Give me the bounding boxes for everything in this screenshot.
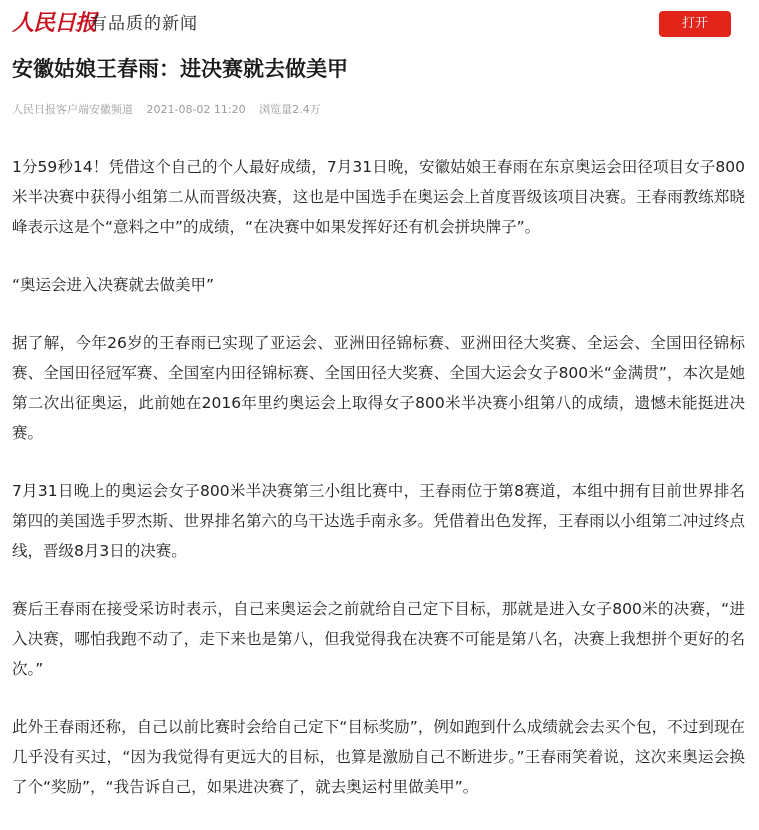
paragraph: 赛后王春雨在接受采访时表示，自己来奥运会之前就给自己定下目标，那就是进入女子800米的决赛，“进入决赛，哪怕我跑不动了，走下来也是第八，但我觉得我在决赛不可能是第八名，决赛上我想拼个更好的名次。” xyxy=(12,600,745,678)
article-source: 人民日报客户端安徽频道 xyxy=(12,103,133,116)
article-views: 浏览量2.4万 xyxy=(259,103,321,116)
paragraph: 据了解，今年26岁的王春雨已实现了亚运会、亚洲田径锦标赛、亚洲田径大奖赛、全运会、全国田径锦标赛、全国田径冠军赛、全国室内田径锦标赛、全国田径大奖赛、全国大运会女子800米“金满贯”，本次是她第二次出征奥运，此前她在2016年里约奥运会上取得女子800米半决赛小组第八的成绩，遗憾未能挺进决赛。 xyxy=(12,334,745,442)
paragraph: 1分59秒14！凭借这个自己的个人最好成绩，7月31日晚，安徽姑娘王春雨在东京奥运会田径项目女子800米半决赛中获得小组第二从而晋级决赛，这也是中国选手在奥运会上首度晋级该项目决赛。王春雨教练郑晓峰表示这是个“意料之中”的成绩，“在决赛中如果发挥好还有机会拼块牌子”。 xyxy=(12,158,745,236)
article-date: 2021-08-02 11:20 xyxy=(146,103,246,116)
people-daily-logo[interactable]: 人民日报 xyxy=(12,10,97,36)
article-body xyxy=(12,152,745,830)
article-title: 安徽姑娘王春雨：进决赛就去做美甲 xyxy=(12,57,348,81)
paragraph: 此外王春雨还称，自己以前比赛时会给自己定下“目标奖励”，例如跑到什么成绩就会去买个包，不过到现在几乎没有买过，“因为我觉得有更远大的目标，也算是激励自己不断进步。”王春雨笑着说，这次来奥运会换了个“奖励”，“我告诉自己，如果进决赛了，就去奥运村里做美甲”。 xyxy=(12,718,745,796)
slogan-text: 有品质的新闻 xyxy=(90,14,198,34)
open-app-button[interactable]: 打开 xyxy=(659,11,731,37)
article-meta xyxy=(12,102,331,118)
paragraph: 7月31日晚上的奥运会女子800米半决赛第三小组比赛中，王春雨位于第8赛道，本组中拥有目前世界排名第四的美国选手罗杰斯、世界排名第六的乌干达选手南永多。凭借着出色发挥，王春雨以小组第二冲过终点线，晋级8月3日的决赛。 xyxy=(12,482,745,560)
top-bar xyxy=(0,0,759,48)
paragraph: “奥运会进入决赛就去做美甲” xyxy=(12,276,215,294)
